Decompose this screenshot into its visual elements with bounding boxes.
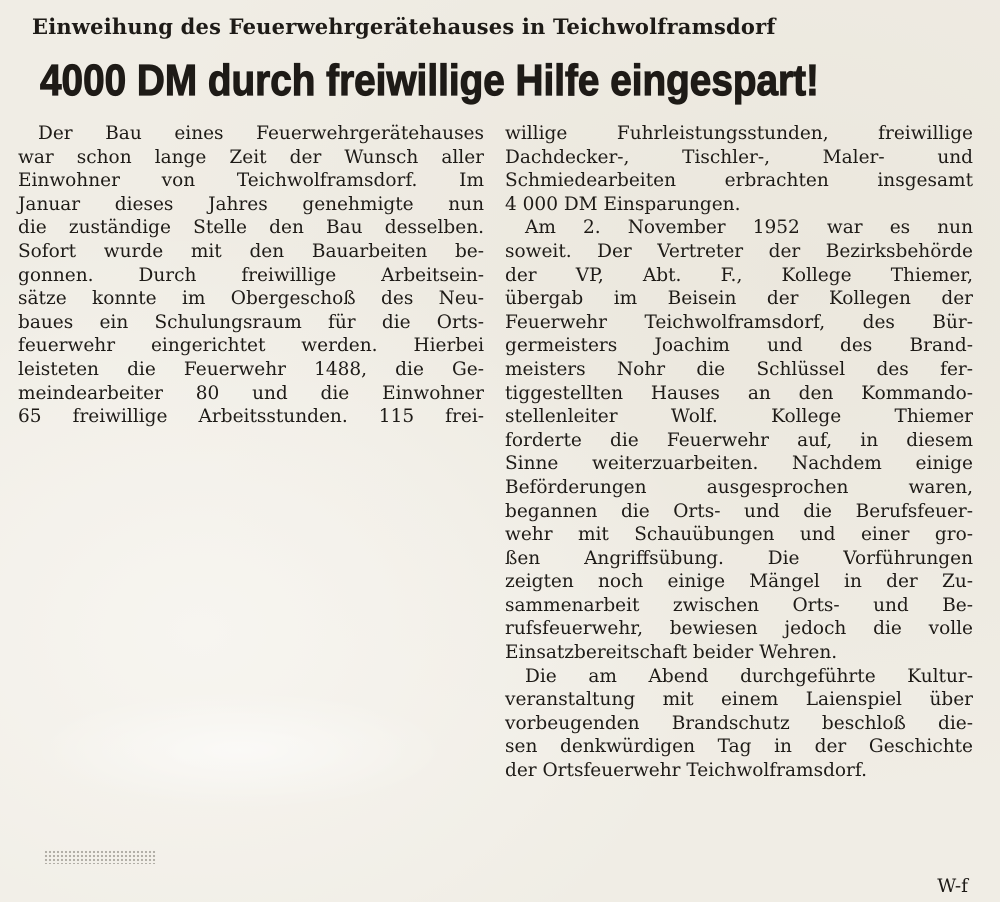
- body-line: tiggestellten Hauses an den Kommando-: [505, 382, 973, 404]
- body-line: forderte die Feuerwehr auf, in diesem: [505, 429, 973, 451]
- body-line: Beförderungen ausgesprochen waren,: [505, 476, 973, 498]
- body-line: willige Fuhrleistungsstunden, freiwillige: [505, 123, 973, 144]
- body-line: veranstaltung mit einem Laienspiel über: [505, 689, 973, 711]
- body-line: zeigten noch einige Mängel in der Zu-: [505, 571, 973, 593]
- body-line: Einsatzbereitschaft beider Wehren.: [505, 642, 838, 664]
- body-line: war schon lange Zeit der Wunsch aller: [18, 146, 484, 168]
- body-line: sen denkwürdigen Tag in der Geschichte: [505, 736, 973, 758]
- body-line: feuerwehr eingerichtet werden. Hierbei: [18, 335, 484, 357]
- body-line: begannen die Orts- und die Berufsfeuer-: [505, 500, 973, 522]
- body-line: rufsfeuerwehr, bewiesen jedoch die volle: [505, 618, 973, 640]
- body-line: leisteten die Feuerwehr 1488, die Ge-: [18, 358, 484, 380]
- article-headline: [40, 56, 960, 106]
- body-line: 65 freiwillige Arbeitsstunden. 115 frei-: [18, 406, 484, 428]
- body-line: gonnen. Durch freiwillige Arbeitsein-: [18, 264, 484, 286]
- body-line: sammenarbeit zwischen Orts- und Be-: [505, 594, 973, 616]
- body-line: baues ein Schulungsraum für die Orts-: [18, 311, 484, 333]
- body-line: sätze konnte im Obergeschoß des Neu-: [18, 288, 484, 310]
- author-signature: W-f: [937, 876, 968, 897]
- body-line: vorbeugenden Brandschutz beschloß die-: [505, 712, 973, 734]
- body-line: Die am Abend durchgeführte Kultur-: [525, 665, 973, 687]
- body-line: die zuständige Stelle den Bau desselben.: [18, 217, 484, 239]
- body-line: Am 2. November 1952 war es nun: [525, 217, 973, 239]
- body-line: germeisters Joachim und des Brand-: [505, 335, 973, 357]
- body-line: übergab im Beisein der Kollegen der: [505, 288, 973, 310]
- body-line: ßen Angriffsübung. Die Vorführungen: [505, 547, 973, 569]
- body-line: Schmiedearbeiten erbrachten insgesamt: [505, 170, 973, 192]
- body-line: Dachdecker-, Tischler-, Maler- und: [505, 146, 973, 168]
- body-line: der Ortsfeuerwehr Teichwolframsdorf.: [505, 760, 867, 782]
- headline-text: 4000 DM durch freiwillige Hilfe eingespart!: [40, 56, 819, 105]
- body-line: Feuerwehr Teichwolframsdorf, des Bür-: [505, 311, 973, 333]
- left-column: [18, 122, 484, 429]
- body-line: Sinne weiterzuarbeiten. Nachdem einige: [505, 453, 973, 475]
- body-line: Januar dieses Jahres genehmigte nun: [18, 193, 484, 215]
- paper-smudge: [30, 690, 450, 810]
- body-line: Der Bau eines Feuerwehrgerätehauses: [38, 123, 484, 144]
- body-line: soweit. Der Vertreter der Bezirksbehörde: [505, 240, 973, 262]
- article-kicker: Einweihung des Feuerwehrgerätehauses in Teichwolframsdorf: [32, 14, 776, 39]
- body-line: meindearbeiter 80 und die Einwohner: [18, 382, 484, 404]
- halftone-dots: [44, 850, 156, 864]
- body-line: Sofort wurde mit den Bauarbeiten be-: [18, 240, 484, 262]
- body-line: 4 000 DM Einsparungen.: [505, 193, 741, 215]
- body-line: wehr mit Schauübungen und einer gro-: [505, 524, 973, 546]
- body-line: meisters Nohr die Schlüssel des fer-: [505, 358, 973, 380]
- right-column: [505, 122, 973, 783]
- body-line: der VP, Abt. F., Kollege Thiemer,: [505, 264, 973, 286]
- body-line: Einwohner von Teichwolframsdorf. Im: [18, 170, 484, 192]
- body-line: stellenleiter Wolf. Kollege Thiemer: [505, 406, 973, 428]
